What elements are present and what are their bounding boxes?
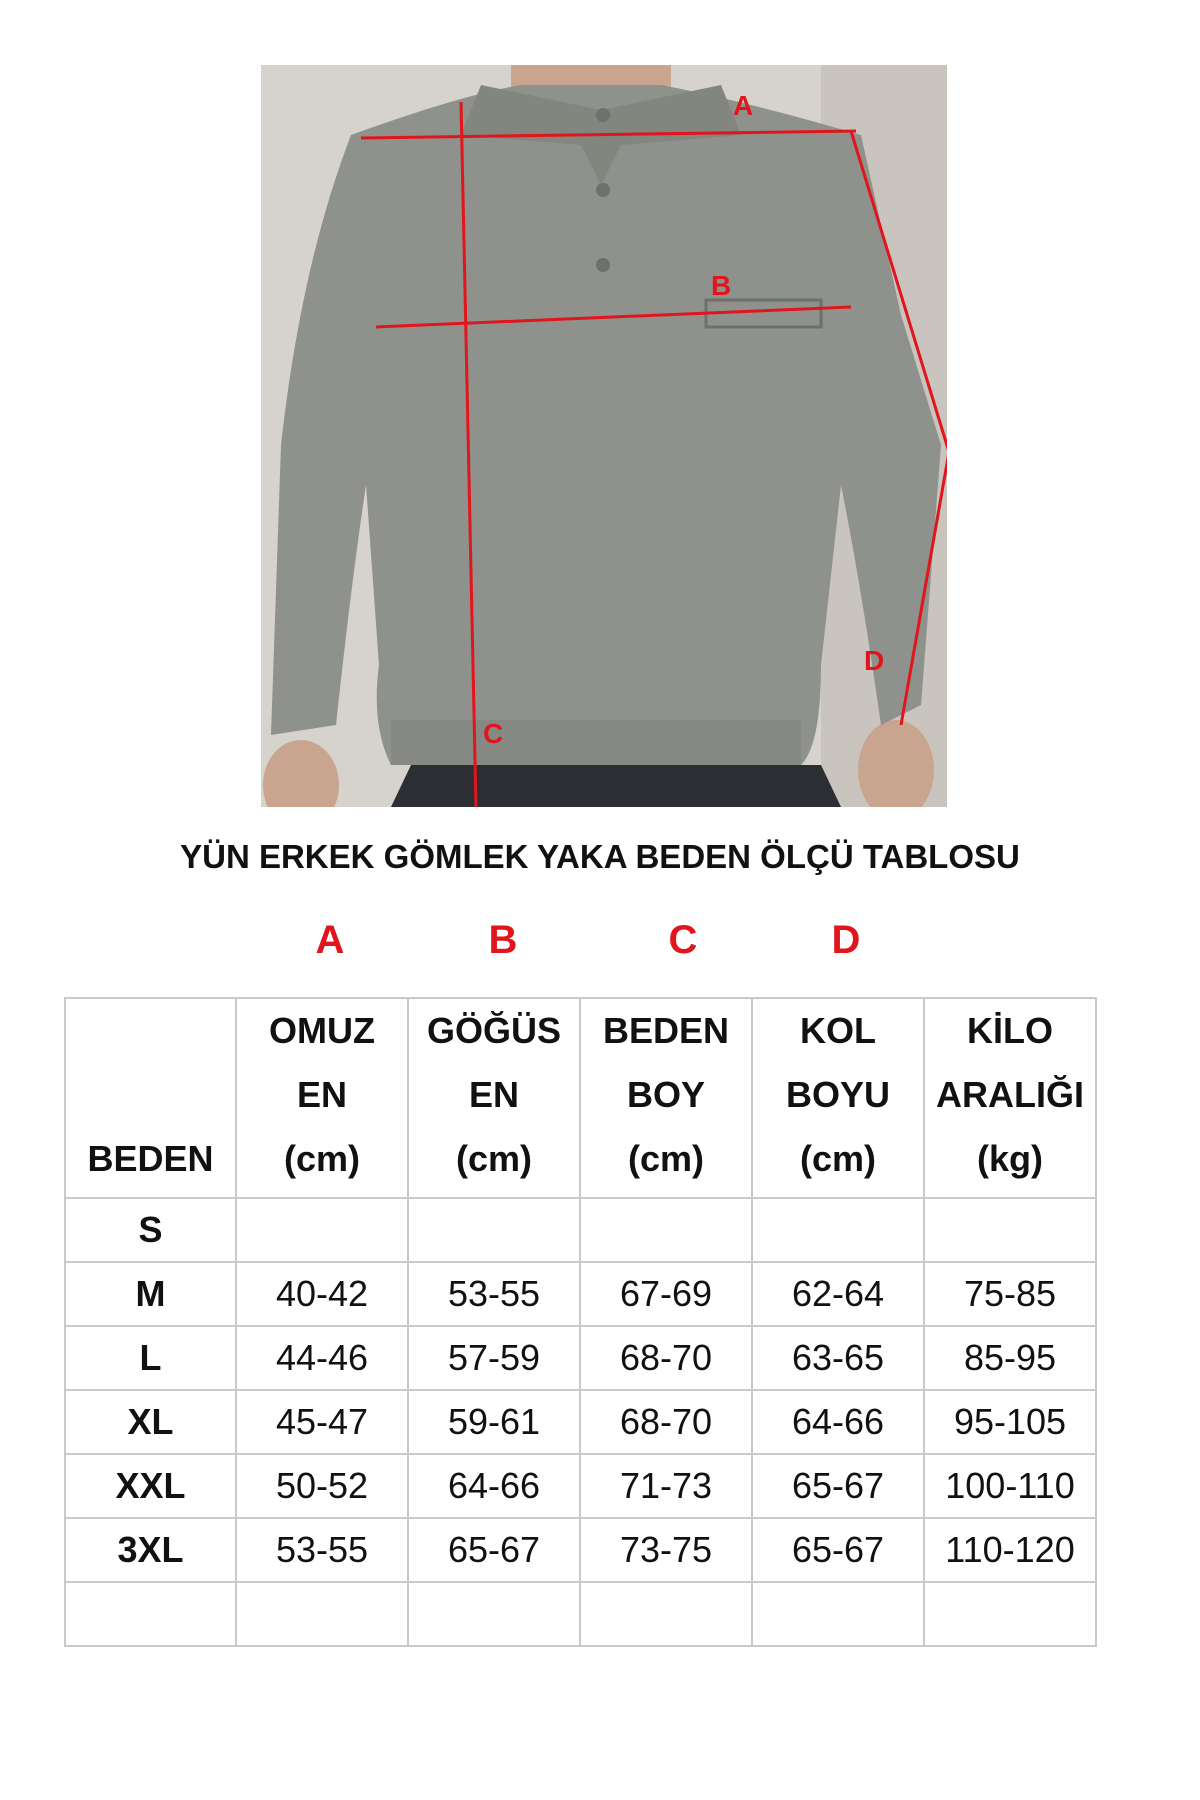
shoulder-cell [236, 1198, 408, 1262]
product-photo [261, 65, 947, 807]
sleeve-cell: 63-65 [752, 1326, 924, 1390]
chest-cell: 65-67 [408, 1518, 580, 1582]
sweater-measurement-diagram [261, 65, 947, 807]
table-row [65, 1518, 1096, 1582]
weight-cell: 100-110 [924, 1454, 1096, 1518]
letter-b: B [488, 918, 518, 962]
table-row [65, 1326, 1096, 1390]
length-cell: 73-75 [580, 1518, 752, 1582]
letter-a: A [315, 918, 345, 962]
header-size: BEDEN [65, 998, 236, 1198]
shoulder-cell: 44-46 [236, 1326, 408, 1390]
sleeve-cell: 64-66 [752, 1390, 924, 1454]
table-row [65, 1262, 1096, 1326]
marker-b: B [711, 270, 732, 301]
header-weight: KİLO ARALIĞI (kg) [924, 998, 1096, 1198]
letter-d: D [831, 918, 861, 962]
table-row [65, 1582, 1096, 1646]
weight-cell: 75-85 [924, 1262, 1096, 1326]
sleeve-cell [752, 1198, 924, 1262]
sleeve-cell: 65-67 [752, 1454, 924, 1518]
sleeve-cell [752, 1582, 924, 1646]
shoulder-cell [236, 1582, 408, 1646]
size-cell: 3XL [65, 1518, 236, 1582]
marker-a: A [733, 90, 754, 121]
sleeve-cell: 65-67 [752, 1518, 924, 1582]
sleeve-cell: 62-64 [752, 1262, 924, 1326]
weight-cell [924, 1198, 1096, 1262]
length-cell [580, 1582, 752, 1646]
column-letters [0, 918, 1200, 968]
chest-cell [408, 1582, 580, 1646]
weight-cell [924, 1582, 1096, 1646]
length-cell: 68-70 [580, 1326, 752, 1390]
size-cell: L [65, 1326, 236, 1390]
table-row [65, 1390, 1096, 1454]
size-cell [65, 1582, 236, 1646]
header-chest: GÖĞÜS EN (cm) [408, 998, 580, 1198]
chest-cell: 64-66 [408, 1454, 580, 1518]
size-cell: M [65, 1262, 236, 1326]
size-chart-table [64, 997, 1097, 1647]
table-header-row [65, 998, 1096, 1198]
length-cell: 68-70 [580, 1390, 752, 1454]
length-cell: 71-73 [580, 1454, 752, 1518]
header-sleeve: KOL BOYU (cm) [752, 998, 924, 1198]
shoulder-cell: 45-47 [236, 1390, 408, 1454]
marker-d: D [864, 645, 885, 676]
table-row [65, 1198, 1096, 1262]
shoulder-cell: 50-52 [236, 1454, 408, 1518]
page-title: YÜN ERKEK GÖMLEK YAKA BEDEN ÖLÇÜ TABLOSU [180, 838, 1020, 875]
chest-cell: 53-55 [408, 1262, 580, 1326]
weight-cell: 85-95 [924, 1326, 1096, 1390]
chest-cell: 57-59 [408, 1326, 580, 1390]
weight-cell: 110-120 [924, 1518, 1096, 1582]
letter-c: C [668, 918, 698, 962]
size-cell: XL [65, 1390, 236, 1454]
size-cell: XXL [65, 1454, 236, 1518]
table-row [65, 1454, 1096, 1518]
header-length: BEDEN BOY (cm) [580, 998, 752, 1198]
chest-cell [408, 1198, 580, 1262]
shoulder-cell: 40-42 [236, 1262, 408, 1326]
marker-c: C [483, 718, 504, 749]
length-cell [580, 1198, 752, 1262]
length-cell: 67-69 [580, 1262, 752, 1326]
chest-cell: 59-61 [408, 1390, 580, 1454]
header-shoulder: OMUZ EN (cm) [236, 998, 408, 1198]
shoulder-cell: 53-55 [236, 1518, 408, 1582]
weight-cell: 95-105 [924, 1390, 1096, 1454]
size-cell: S [65, 1198, 236, 1262]
